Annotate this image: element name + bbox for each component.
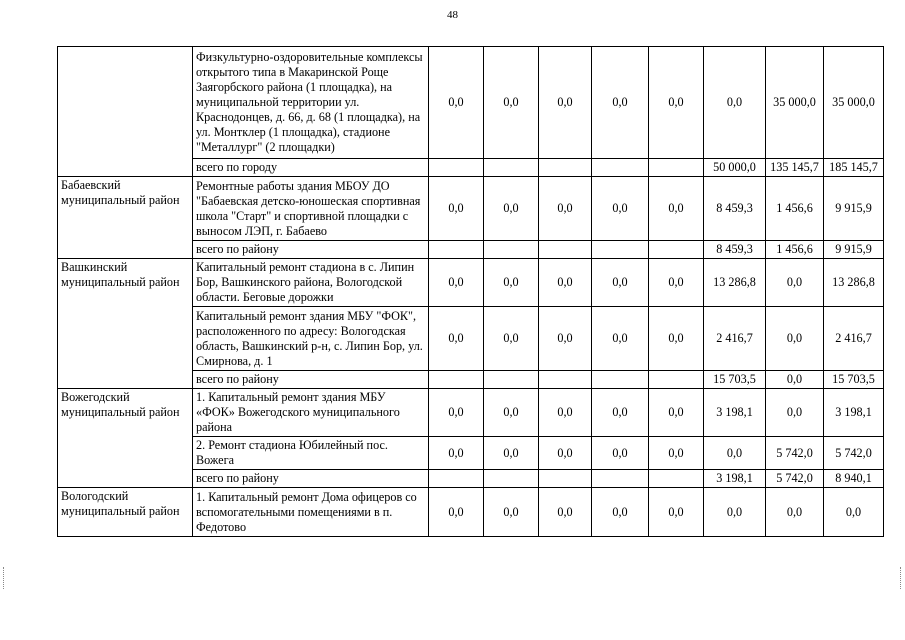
total-value-cell: 1 456,6 xyxy=(766,241,824,259)
value-cell: 0,0 xyxy=(429,389,484,437)
empty-cell xyxy=(429,241,484,259)
project-name-cell: Капитальный ремонт здания МБУ "ФОК", расположенного по адресу: Вологодская область, Вашкинский р-н, с. Липин Бор, ул. Смирнова, д. 1 xyxy=(193,307,429,371)
table-row xyxy=(58,47,884,159)
value-cell: 13 286,8 xyxy=(704,259,766,307)
project-name-cell: Физкультурно-оздоровительные комплексы открытого типа в Макаринской Роще Заягорбского района (1 площадка), на муниципальной территории ул. Краснодонцев, д. 66, д. 68 (1 площадка), на ул. Монтклер (1 площадка), стадионе "Металлург" (2 площадки) xyxy=(193,47,429,159)
value-cell: 0,0 xyxy=(704,47,766,159)
project-name-cell: Капитальный ремонт стадиона в с. Липин Бор, Вашкинского района, Вологодской области. Беговые дорожки xyxy=(193,259,429,307)
total-label: всего по городу xyxy=(193,159,429,177)
project-name-cell: 2. Ремонт стадиона Юбилейный пос. Вожега xyxy=(193,437,429,470)
value-cell: 0,0 xyxy=(484,389,539,437)
value-cell: 0,0 xyxy=(539,259,592,307)
value-cell: 0,0 xyxy=(766,389,824,437)
total-value-cell: 8 940,1 xyxy=(824,470,884,488)
empty-cell xyxy=(429,470,484,488)
value-cell: 0,0 xyxy=(649,389,704,437)
value-cell: 0,0 xyxy=(649,307,704,371)
value-cell: 5 742,0 xyxy=(824,437,884,470)
value-cell: 0,0 xyxy=(539,307,592,371)
value-cell: 0,0 xyxy=(592,307,649,371)
total-label: всего по району xyxy=(193,470,429,488)
table-body xyxy=(58,47,884,537)
empty-cell xyxy=(484,241,539,259)
value-cell: 0,0 xyxy=(704,437,766,470)
empty-cell xyxy=(592,470,649,488)
value-cell: 0,0 xyxy=(484,177,539,241)
total-value-cell: 15 703,5 xyxy=(704,371,766,389)
value-cell: 0,0 xyxy=(592,389,649,437)
value-cell: 0,0 xyxy=(429,47,484,159)
value-cell: 0,0 xyxy=(704,488,766,537)
value-cell: 0,0 xyxy=(484,437,539,470)
value-cell: 0,0 xyxy=(592,488,649,537)
table-row xyxy=(58,177,884,241)
value-cell: 0,0 xyxy=(429,488,484,537)
empty-cell xyxy=(649,371,704,389)
value-cell: 0,0 xyxy=(649,259,704,307)
value-cell: 1 456,6 xyxy=(766,177,824,241)
value-cell: 0,0 xyxy=(539,389,592,437)
district-cell: Вашкинский муниципальный район xyxy=(58,259,193,389)
value-cell: 0,0 xyxy=(766,488,824,537)
value-cell: 0,0 xyxy=(592,259,649,307)
funding-table xyxy=(57,46,884,537)
total-value-cell: 15 703,5 xyxy=(824,371,884,389)
value-cell: 0,0 xyxy=(429,259,484,307)
district-cell: Бабаевский муниципальный район xyxy=(58,177,193,259)
value-cell: 0,0 xyxy=(824,488,884,537)
empty-cell xyxy=(649,241,704,259)
total-value-cell: 5 742,0 xyxy=(766,470,824,488)
value-cell: 0,0 xyxy=(484,47,539,159)
value-cell: 0,0 xyxy=(539,488,592,537)
page-number: 48 xyxy=(447,9,458,21)
value-cell: 0,0 xyxy=(429,177,484,241)
empty-cell xyxy=(429,159,484,177)
total-value-cell: 8 459,3 xyxy=(704,241,766,259)
total-value-cell: 185 145,7 xyxy=(824,159,884,177)
value-cell: 0,0 xyxy=(649,177,704,241)
total-value-cell: 0,0 xyxy=(766,371,824,389)
left-margin-mark xyxy=(3,567,5,589)
value-cell: 0,0 xyxy=(429,437,484,470)
empty-cell xyxy=(592,159,649,177)
total-value-cell: 50 000,0 xyxy=(704,159,766,177)
value-cell: 0,0 xyxy=(649,437,704,470)
empty-cell xyxy=(429,371,484,389)
total-label: всего по району xyxy=(193,241,429,259)
value-cell: 5 742,0 xyxy=(766,437,824,470)
value-cell: 8 459,3 xyxy=(704,177,766,241)
value-cell: 0,0 xyxy=(484,307,539,371)
empty-cell xyxy=(539,159,592,177)
project-name-cell: 1. Капитальный ремонт Дома офицеров со вспомогательными помещениями в п. Федотово xyxy=(193,488,429,537)
value-cell: 0,0 xyxy=(592,47,649,159)
value-cell: 2 416,7 xyxy=(824,307,884,371)
empty-cell xyxy=(539,470,592,488)
empty-cell xyxy=(539,371,592,389)
empty-cell xyxy=(484,159,539,177)
total-label: всего по району xyxy=(193,371,429,389)
empty-cell xyxy=(592,371,649,389)
value-cell: 0,0 xyxy=(539,47,592,159)
value-cell: 0,0 xyxy=(484,259,539,307)
table-row xyxy=(58,389,884,437)
project-name-cell: 1. Капитальный ремонт здания МБУ «ФОК» Вожегодского муниципального района xyxy=(193,389,429,437)
value-cell: 0,0 xyxy=(539,437,592,470)
total-value-cell: 3 198,1 xyxy=(704,470,766,488)
value-cell: 0,0 xyxy=(592,437,649,470)
value-cell: 0,0 xyxy=(649,47,704,159)
value-cell: 35 000,0 xyxy=(766,47,824,159)
district-cell xyxy=(58,47,193,177)
value-cell: 0,0 xyxy=(766,307,824,371)
value-cell: 9 915,9 xyxy=(824,177,884,241)
value-cell: 0,0 xyxy=(766,259,824,307)
empty-cell xyxy=(484,470,539,488)
table-row xyxy=(58,259,884,307)
empty-cell xyxy=(649,470,704,488)
value-cell: 0,0 xyxy=(484,488,539,537)
empty-cell xyxy=(484,371,539,389)
value-cell: 0,0 xyxy=(429,307,484,371)
total-value-cell: 9 915,9 xyxy=(824,241,884,259)
table-row xyxy=(58,488,884,537)
value-cell: 0,0 xyxy=(539,177,592,241)
value-cell: 35 000,0 xyxy=(824,47,884,159)
empty-cell xyxy=(649,159,704,177)
project-name-cell: Ремонтные работы здания МБОУ ДО "Бабаевская детско-юношеская спортивная школа "Старт" и спортивной площадки с выносом ЛЭП, г. Бабаево xyxy=(193,177,429,241)
empty-cell xyxy=(539,241,592,259)
empty-cell xyxy=(592,241,649,259)
total-value-cell: 135 145,7 xyxy=(766,159,824,177)
value-cell: 0,0 xyxy=(592,177,649,241)
value-cell: 3 198,1 xyxy=(704,389,766,437)
value-cell: 2 416,7 xyxy=(704,307,766,371)
value-cell: 0,0 xyxy=(649,488,704,537)
value-cell: 3 198,1 xyxy=(824,389,884,437)
value-cell: 13 286,8 xyxy=(824,259,884,307)
district-cell: Вологодский муниципальный район xyxy=(58,488,193,537)
right-margin-mark xyxy=(900,567,902,589)
district-cell: Вожегодский муниципальный район xyxy=(58,389,193,488)
